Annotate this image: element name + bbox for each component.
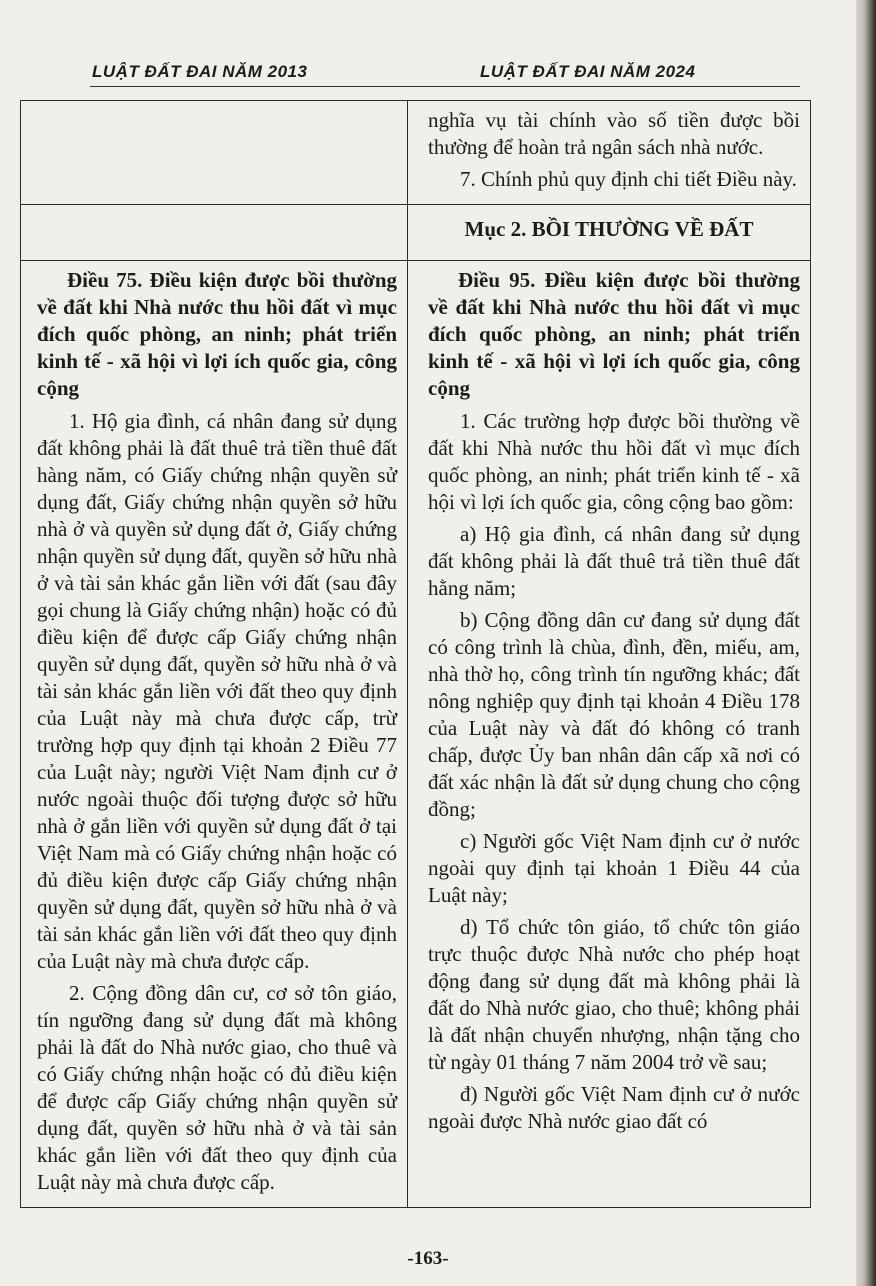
paragraph: b) Cộng đồng dân cư đang sử dụng đất có công trình là chùa, đình, đền, miếu, am, nhà thờ họ, công trình tín ngưỡng khác; đất nông nghiệp quy định tại khoản 4 Điều 178 của Luật này và đất đó không có tranh chấp, được Ủy ban nhân dân cấp xã nơi có đất xác nhận là đất sử dụng chung cho cộng đồng; xyxy=(428,608,800,821)
paragraph: d) Tổ chức tôn giáo, tổ chức tôn giáo trực thuộc được Nhà nước cho phép hoạt động đang sử dụng đất mà không phải là đất do Nhà nước giao, cho thuê; không phải là đất nhận chuyển nhượng, nhận tặng cho từ ngày 01 tháng 7 năm 2004 trở về sau; xyxy=(428,915,800,1074)
right-cell xyxy=(408,205,811,261)
left-cell-empty xyxy=(21,101,408,205)
table-row xyxy=(21,101,811,205)
right-cell xyxy=(408,261,811,1208)
paragraph: 1. Các trường hợp được bồi thường về đất khi Nhà nước thu hồi đất vì mục đích quốc phòng, an ninh; phát triển kinh tế - xã hội vì lợi ích quốc gia, công cộng bao gồm: xyxy=(428,409,800,514)
paragraph: đ) Người gốc Việt Nam định cư ở nước ngoài được Nhà nước giao đất có xyxy=(428,1082,800,1133)
article-title: Điều 75. Điều kiện được bồi thường về đất khi Nhà nước thu hồi đất vì mục đích quốc phòng, an ninh; phát triển kinh tế - xã hội vì lợi ích quốc gia, công cộng xyxy=(37,268,397,400)
paragraph: 7. Chính phủ quy định chi tiết Điều này. xyxy=(460,167,797,191)
header-divider xyxy=(90,86,800,87)
paragraph: nghĩa vụ tài chính vào số tiền được bồi thường để hoàn trả ngân sách nhà nước. xyxy=(428,108,800,159)
section-heading: Mục 2. BỒI THƯỜNG VỀ ĐẤT xyxy=(464,217,754,241)
article-title: Điều 95. Điều kiện được bồi thường về đất khi Nhà nước thu hồi đất vì mục đích quốc phòng, an ninh; phát triển kinh tế - xã hội vì lợi ích quốc gia, công cộng xyxy=(428,268,800,400)
paragraph: a) Hộ gia đình, cá nhân đang sử dụng đất không phải là đất thuê trả tiền thuê đất hằng năm; xyxy=(428,522,800,600)
left-cell-empty xyxy=(21,205,408,261)
comparison-table xyxy=(20,100,811,1208)
paragraph: c) Người gốc Việt Nam định cư ở nước ngoài quy định tại khoản 1 Điều 44 của Luật này; xyxy=(428,829,800,907)
right-cell xyxy=(408,101,811,205)
page-number: -163- xyxy=(407,1248,449,1269)
header-right-title: LUẬT ĐẤT ĐAI NĂM 2024 xyxy=(480,62,696,81)
paragraph: 2. Cộng đồng dân cư, cơ sở tôn giáo, tín ngưỡng đang sử dụng đất mà không phải là đất do Nhà nước giao, cho thuê và có Giấy chứng nhận hoặc có đủ điều kiện để được cấp Giấy chứng nhận quyền sử dụng đất, quyền sở hữu nhà ở và tài sản khác gắn liền với đất theo quy định của Luật này mà chưa được cấp. xyxy=(37,981,397,1194)
table-row xyxy=(21,261,811,1208)
header-left-title: LUẬT ĐẤT ĐAI NĂM 2013 xyxy=(92,62,308,81)
left-cell xyxy=(21,261,408,1208)
page-edge xyxy=(856,0,876,1286)
table-row xyxy=(21,205,811,261)
page-header xyxy=(0,60,856,90)
paragraph: 1. Hộ gia đình, cá nhân đang sử dụng đất không phải là đất thuê trả tiền thuê đất hàng năm, có Giấy chứng nhận quyền sử dụng đất, Giấy chứng nhận quyền sở hữu nhà ở và quyền sử dụng đất ở, Giấy chứng nhận quyền sử dụng đất, quyền sở hữu nhà ở và tài sản khác gắn liền với đất (sau đây gọi chung là Giấy chứng nhận) hoặc có đủ điều kiện để được cấp Giấy chứng nhận quyền sử dụng đất, quyền sở hữu nhà ở và tài sản khác gắn liền với đất theo quy định của Luật này mà chưa được cấp, trừ trường hợp quy định tại khoản 2 Điều 77 của Luật này; người Việt Nam định cư ở nước ngoài thuộc đối tượng được sở hữu nhà ở gắn liền với quyền sử dụng đất ở tại Việt Nam mà có Giấy chứng nhận hoặc có đủ điều kiện được cấp Giấy chứng nhận quyền sử dụng đất, quyền sở hữu nhà ở và tài sản khác gắn liền với đất theo quy định của Luật này mà chưa được cấp. xyxy=(37,409,397,973)
